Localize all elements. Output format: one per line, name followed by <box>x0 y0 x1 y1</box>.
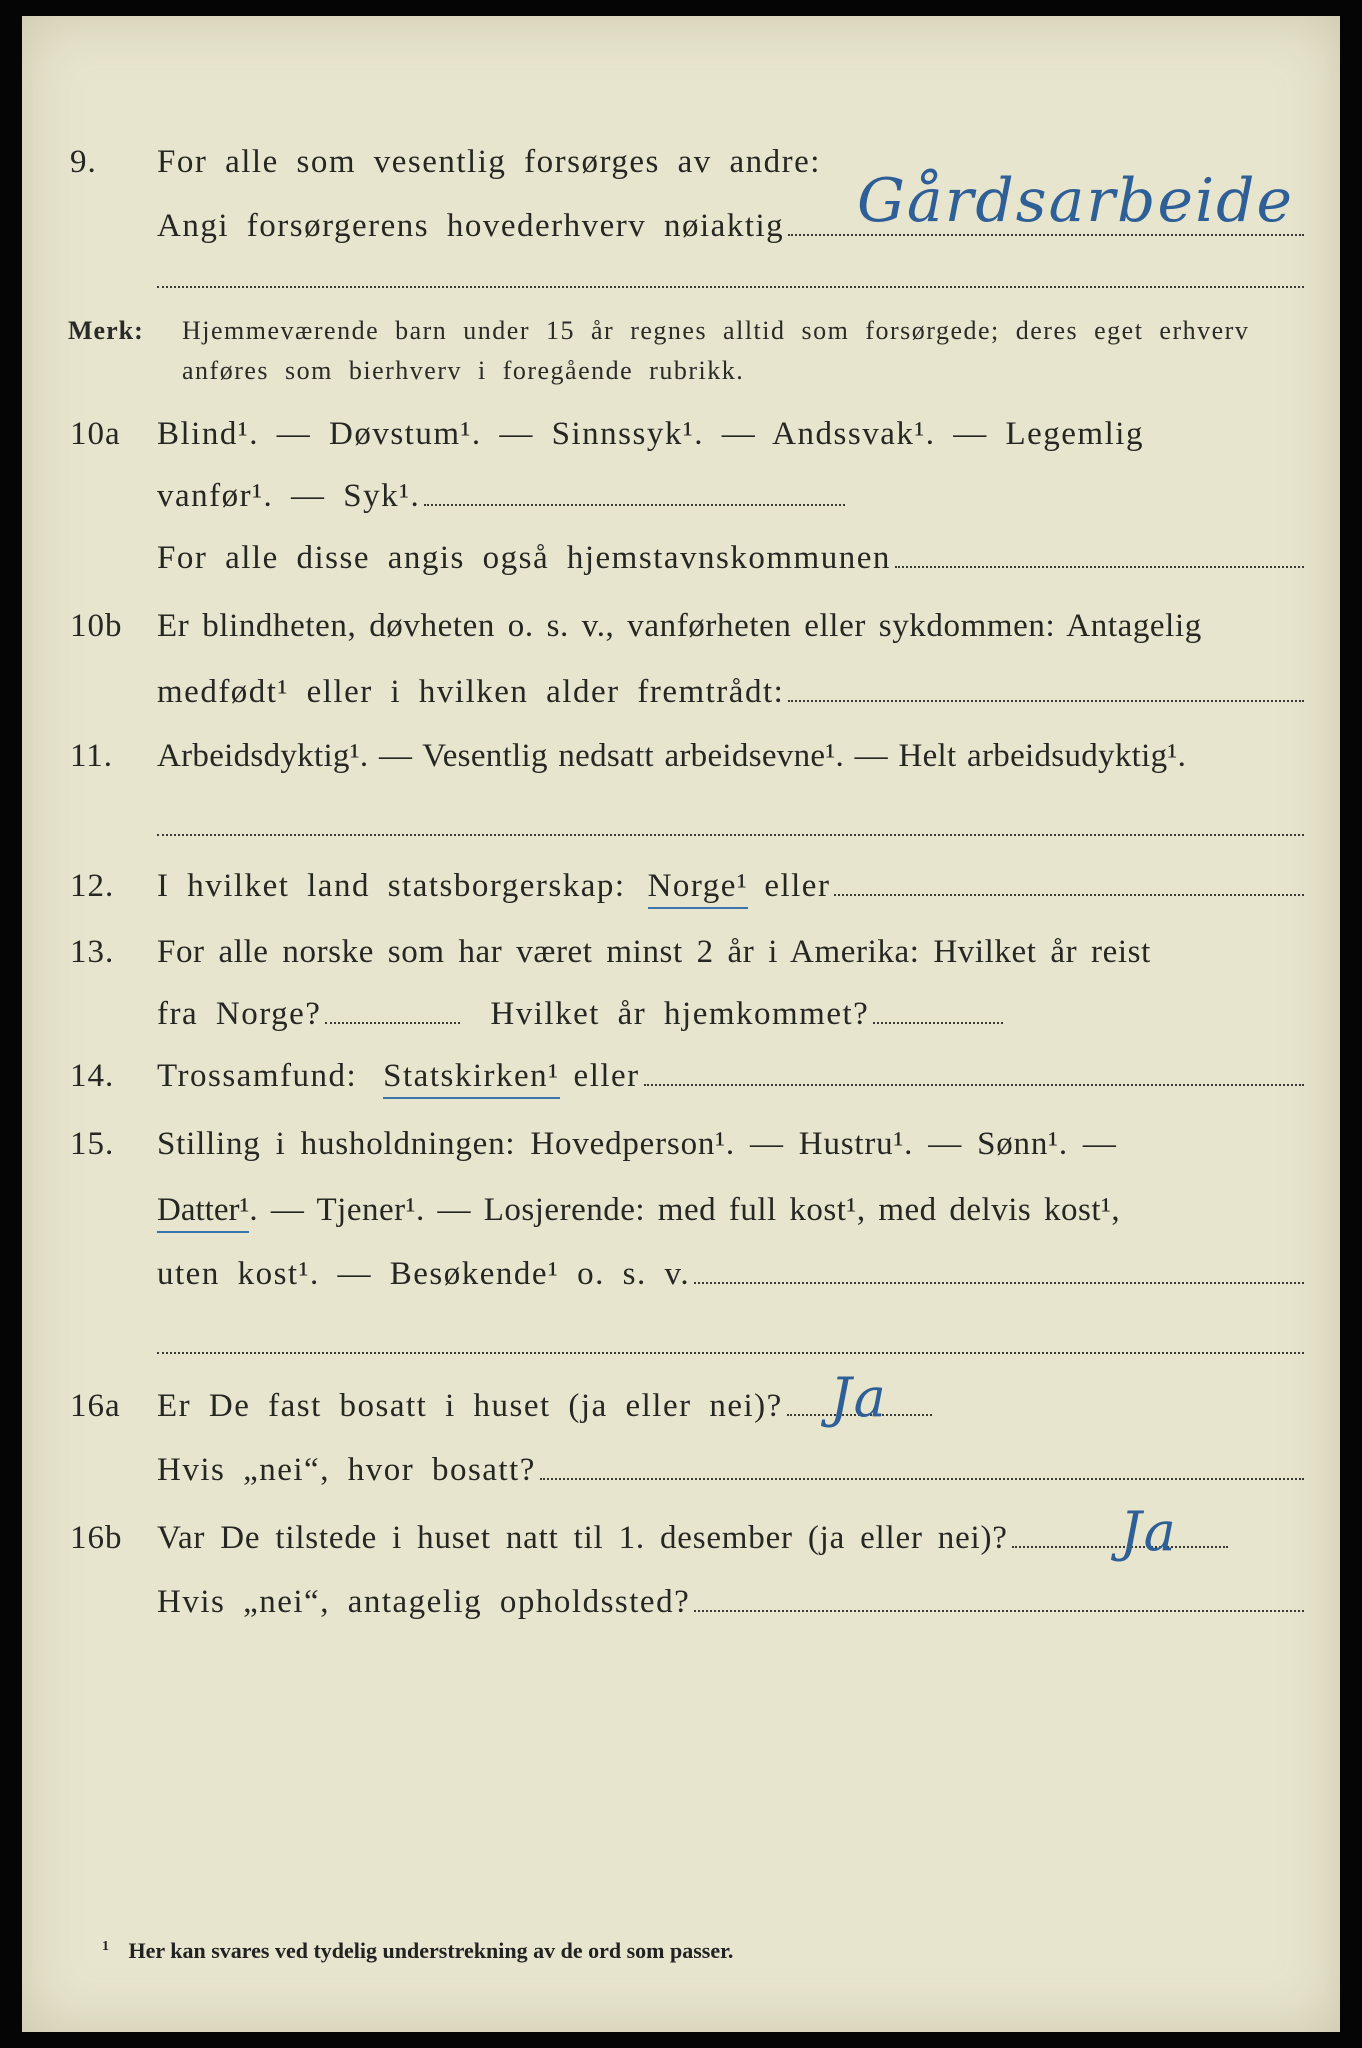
q15-text-1: Stilling i husholdningen: Hovedperson¹. — Hustru¹. — Sønn¹. — <box>157 1126 1117 1162</box>
q12-underlined-answer: Norge¹ <box>648 868 749 909</box>
q14-number: 14. <box>70 1058 115 1094</box>
q14-eller: eller <box>573 1058 640 1094</box>
q16a-text-2: Hvis „nei“, hvor bosatt? <box>157 1452 536 1488</box>
q10a-text-3: For alle disse angis også hjemstavnskommunen <box>157 540 891 576</box>
q15-extra-line <box>157 1352 1304 1354</box>
q14-text: Trossamfund: <box>157 1058 358 1094</box>
footnote-text: Her kan svares ved tydelig understrekning av de ord som passer. <box>128 1938 734 1963</box>
q12-other-line <box>834 878 1304 897</box>
q9-handwritten-answer: Gårdsarbeide <box>857 166 1295 236</box>
q16b-text-1: Var De tilstede i huset natt til 1. desember (ja eller nei)? <box>157 1520 1008 1556</box>
q16a-text-1: Er De fast bosatt i huset (ja eller nei)? <box>157 1388 783 1424</box>
q10a-number: 10a <box>70 416 121 452</box>
q10b-text-2: medfødt¹ eller i hvilken alder fremtrådt: <box>157 674 785 710</box>
q9-extra-line <box>157 286 1304 288</box>
q12-text: I hvilket land statsborgerskap: <box>157 868 626 904</box>
q16b-text-2: Hvis „nei“, antagelig opholdssted? <box>157 1584 691 1620</box>
q10b-number: 10b <box>70 608 123 644</box>
merk-text-2: anføres som bierhverv i foregående rubrikk. <box>182 356 745 385</box>
q16a-handwritten-answer: Ja <box>830 1366 888 1429</box>
q16a-bosatt-line <box>540 1462 1304 1481</box>
q15-number: 15. <box>70 1126 115 1162</box>
q15-text-2: . — Tjener¹. — Losjerende: med full kost¹, med delvis kost¹, <box>249 1192 1121 1228</box>
q9-number: 9. <box>70 144 97 180</box>
q10a-text-2: vanfør¹. — Syk¹. <box>157 478 421 514</box>
q13-number: 13. <box>70 934 115 970</box>
census-form-page <box>22 16 1340 2032</box>
q13-text-1: For alle norske som har været minst 2 år i Amerika: Hvilket år reist <box>157 934 1151 970</box>
q11-extra-line <box>157 834 1304 836</box>
footnote <box>102 1938 733 1964</box>
q11-text: Arbeidsdyktig¹. — Vesentlig nedsatt arbeidsevne¹. — Helt arbeidsudyktig¹. <box>157 738 1187 774</box>
q10a-syk-line <box>424 488 845 507</box>
footnote-mark: 1 <box>102 1938 109 1954</box>
q10a-kommune-line <box>895 550 1304 569</box>
q16a-number: 16a <box>70 1388 121 1424</box>
q16b-opholdssted-line <box>694 1594 1304 1613</box>
q13-reist-line <box>325 1006 460 1025</box>
q13-reist-label: fra Norge? <box>157 996 322 1032</box>
merk-text-1: Hjemmeværende barn under 15 år regnes alltid som forsørgede; deres eget erhverv <box>182 316 1250 345</box>
q15-text-3: uten kost¹. — Besøkende¹ o. s. v. <box>157 1256 691 1292</box>
merk-label: Merk: <box>68 316 144 345</box>
q11-number: 11. <box>70 738 114 774</box>
q14-underlined-answer: Statskirken¹ <box>383 1058 559 1099</box>
q16b-number: 16b <box>70 1520 123 1556</box>
q16b-handwritten-answer: Ja <box>1120 1500 1178 1563</box>
q15-other-line <box>694 1266 1304 1285</box>
q14-other-line <box>644 1068 1304 1087</box>
q9-question: For alle som vesentlig forsørges av andre: <box>157 144 821 180</box>
q15-underlined-answer: Datter¹ <box>157 1192 249 1233</box>
q9-label: Angi forsørgerens hovederhverv nøiaktig <box>157 208 785 244</box>
q10b-alder-line <box>788 684 1304 703</box>
q13-hjemkommet-line <box>873 1006 1003 1025</box>
q13-hjemkommet-label: Hvilket år hjemkommet? <box>490 996 870 1032</box>
q12-number: 12. <box>70 868 115 904</box>
q10a-text-1: Blind¹. — Døvstum¹. — Sinnssyk¹. — Andssvak¹. — Legemlig <box>157 416 1144 452</box>
q12-eller: eller <box>764 868 831 904</box>
q10b-text-1: Er blindheten, døvheten o. s. v., vanførheten eller sykdommen: Antagelig <box>157 608 1202 644</box>
